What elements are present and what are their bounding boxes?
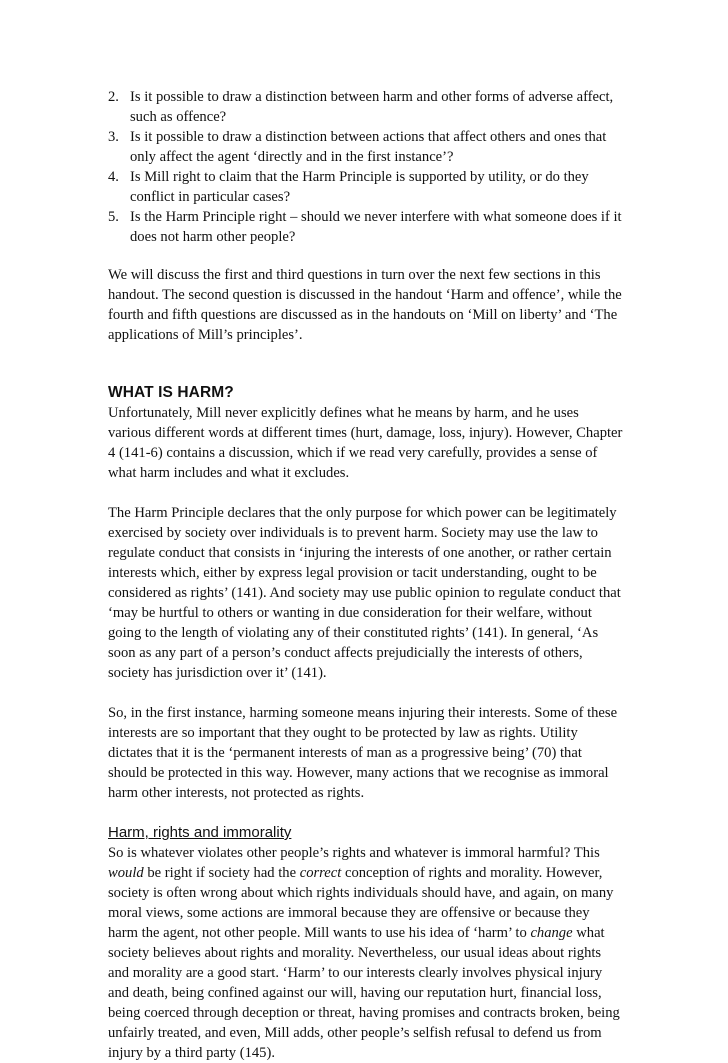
paragraph: So, in the first instance, harming someone means injuring their interests. Some of these interests are so important that they ought to be protected by law as rights. Utility dictates that it is the ‘permanent interests of man as a progressive being’ (70) that should be protected in this way. However, many actions that we recognise as immoral harm other interests, not protected as rights. <box>108 705 618 801</box>
list-number: 5. <box>108 209 119 225</box>
list-number: 3. <box>108 129 119 145</box>
intro-paragraph: We will discuss the first and third questions in turn over the next few sections in this handout. The second question is discussed in the handout ‘Harm and offence’, while the fourth and fifth questions are discussed as in the handouts on ‘Mill on liberty’ and ‘The applications of Mill’s principles’. <box>108 267 622 343</box>
paragraph-text: what society believes about rights and morality. Nevertheless, our usual ideas about rights and morality are a good start. ‘Harm’ to our interests clearly involves physical injury and death, being confined against our will, having our reputation hurt, financial loss, being coerced through deception or threat, having promises and contracts broken, being unfairly treated, and even, Mill adds, other people’s selfish refusal to defend us from injury by a third party (145). <box>108 925 620 1061</box>
list-text: Is the Harm Principle right – should we never interfere with what someone does if it does not harm other people? <box>130 209 622 245</box>
list-item <box>108 87 623 127</box>
paragraph-text: be right if society had the <box>143 865 300 881</box>
subsection-heading: Harm, rights and immorality <box>108 824 292 841</box>
list-text: Is it possible to draw a distinction between actions that affect others and ones that only affect the agent ‘directly and in the first instance’? <box>130 129 607 165</box>
paragraph: The Harm Principle declares that the only purpose for which power can be legitimately exercised by society over individuals is to prevent harm. Society may use the law to regulate conduct that consists in ‘injuring the interests of one another, or rather certain interests which, either by express legal provision or tacit understanding, ought to be considered as rights’ (141). And society may use public opinion to regulate conduct that ‘may be hurtful to others or wanting in due consideration for their welfare, without going to the length of violating any of their constituted rights’ (141). In general, ‘As soon as any part of a person’s conduct affects prejudicially the interests of others, society has jurisdiction over it’ (141). <box>108 505 621 681</box>
emphasis: would <box>108 865 144 881</box>
list-number: 2. <box>108 89 119 105</box>
list-text: Is it possible to draw a distinction between harm and other forms of adverse affect, such as offence? <box>130 89 614 125</box>
list-text: Is Mill right to claim that the Harm Principle is supported by utility, or do they conflict in particular cases? <box>130 169 589 205</box>
list-number: 4. <box>108 169 119 185</box>
section-heading: WHAT IS HARM? <box>108 384 234 401</box>
emphasis: change <box>530 925 573 941</box>
paragraph <box>108 843 623 1063</box>
list-item <box>108 167 623 207</box>
list-item <box>108 127 623 167</box>
paragraph-text: So is whatever violates other people’s rights and whatever is immoral harmful? This <box>108 845 600 861</box>
list-item <box>108 207 623 247</box>
paragraph-text: conception of rights and morality. However, society is often wrong about which rights individuals should have, and again, on many moral views, some actions are immoral because they are offensive or because they harm the agent, not other people. Mill wants to use his idea of ‘harm’ to <box>108 865 614 941</box>
emphasis: correct <box>299 865 342 881</box>
paragraph: Unfortunately, Mill never explicitly defines what he means by harm, and he uses various different words at different times (hurt, damage, loss, injury). However, Chapter 4 (141-6) contains a discussion, which if we read very carefully, provides a sense of what harm includes and what it excludes. <box>108 405 623 481</box>
question-list <box>108 87 623 247</box>
document-page <box>108 87 623 1063</box>
